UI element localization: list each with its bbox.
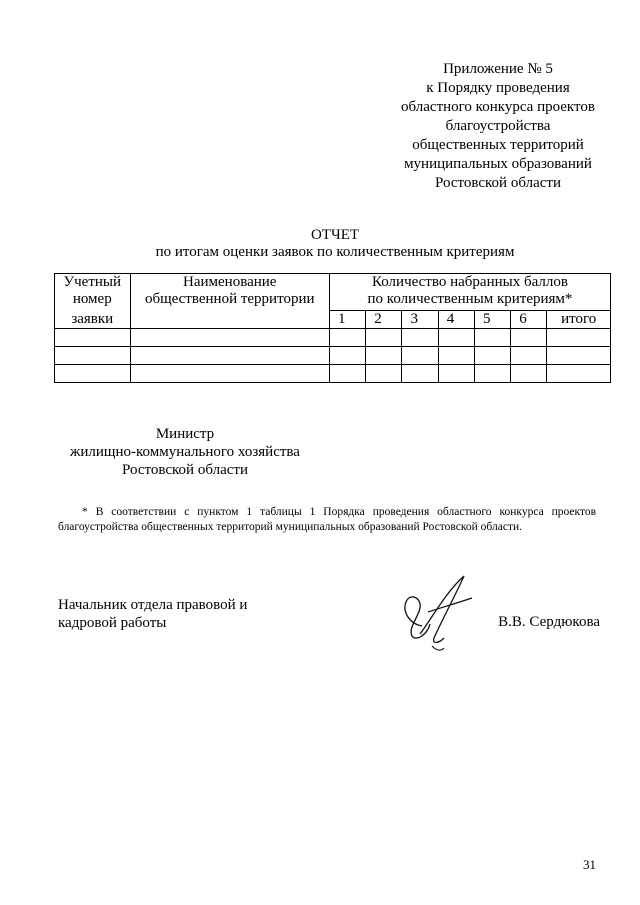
criterion-header-total: итого bbox=[547, 311, 611, 329]
table-cell bbox=[329, 365, 365, 383]
appendix-line: Приложение № 5 bbox=[443, 61, 553, 77]
table-cell bbox=[402, 347, 438, 365]
appendix-line: областного конкурса проектов bbox=[401, 99, 595, 115]
table-cell bbox=[438, 365, 474, 383]
appendix-header bbox=[380, 60, 616, 193]
table-cell bbox=[130, 365, 329, 383]
table-cell bbox=[511, 347, 547, 365]
appendix-line: благоустройства bbox=[445, 118, 551, 134]
criterion-header: 5 bbox=[474, 311, 510, 329]
signer-name: В.В. Сердюкова bbox=[498, 614, 600, 630]
table-cell bbox=[55, 365, 131, 383]
header-territory-name bbox=[130, 274, 329, 311]
criterion-header: 6 bbox=[511, 311, 547, 329]
header-text: по количественным критериям* bbox=[367, 291, 573, 307]
table-cell bbox=[55, 329, 131, 347]
table-cell bbox=[438, 347, 474, 365]
header-text: Учетный bbox=[63, 274, 122, 290]
header-text: Наименование bbox=[183, 274, 277, 290]
table-cell bbox=[474, 347, 510, 365]
header-application-number-cont: заявки bbox=[55, 311, 131, 329]
appendix-line: Ростовской области bbox=[435, 175, 561, 191]
criterion-header: 2 bbox=[366, 311, 402, 329]
minister-line: Министр bbox=[155, 426, 215, 442]
table-cell bbox=[329, 329, 365, 347]
handwritten-signature bbox=[392, 568, 482, 653]
signer-position bbox=[58, 596, 318, 632]
criterion-header: 4 bbox=[438, 311, 474, 329]
table-cell bbox=[474, 329, 510, 347]
table-row bbox=[55, 329, 611, 347]
signer-position-line: Начальник отдела правовой и bbox=[58, 597, 248, 613]
footnote: * В соответствии с пунктом 1 таблицы 1 Порядка проведения областного конкурса проектов благоустройства общественных территорий муниципальных образований Ростовской области. bbox=[58, 506, 596, 533]
header-score bbox=[329, 274, 610, 311]
table-cell bbox=[438, 329, 474, 347]
table-cell bbox=[547, 365, 611, 383]
report-title: ОТЧЕТ bbox=[310, 227, 360, 243]
header-text: общественной территории bbox=[144, 291, 315, 307]
header-text: Количество набранных баллов bbox=[372, 274, 568, 290]
appendix-line: муниципальных образований bbox=[404, 156, 592, 172]
report-subtitle: по итогам оценки заявок по количественным критериям bbox=[155, 244, 515, 260]
appendix-line: к Порядку проведения bbox=[426, 80, 570, 96]
table-cell bbox=[402, 329, 438, 347]
criterion-header: 3 bbox=[402, 311, 438, 329]
appendix-line: общественных территорий bbox=[412, 137, 584, 153]
table-cell bbox=[366, 365, 402, 383]
table-row bbox=[55, 365, 611, 383]
table-cell bbox=[474, 365, 510, 383]
table-cell bbox=[329, 347, 365, 365]
table-cell bbox=[511, 365, 547, 383]
table-cell bbox=[547, 347, 611, 365]
table-cell bbox=[366, 329, 402, 347]
minister-line: жилищно-коммунального хозяйства bbox=[70, 444, 300, 460]
table-cell bbox=[55, 347, 131, 365]
minister-line: Ростовской области bbox=[122, 462, 248, 478]
table-cell bbox=[130, 347, 329, 365]
criterion-header: 1 bbox=[329, 311, 365, 329]
table-cell bbox=[511, 329, 547, 347]
scores-table bbox=[54, 273, 611, 383]
minister-block bbox=[60, 425, 310, 479]
signer-position-line: кадровой работы bbox=[58, 615, 167, 631]
header-application-number bbox=[55, 274, 131, 311]
header-territory-name-cont bbox=[130, 311, 329, 329]
table-cell bbox=[402, 365, 438, 383]
table-row bbox=[55, 347, 611, 365]
table-cell bbox=[366, 347, 402, 365]
table-cell bbox=[547, 329, 611, 347]
table-cell bbox=[130, 329, 329, 347]
header-text: номер bbox=[72, 291, 112, 307]
page-number: 31 bbox=[583, 857, 596, 872]
